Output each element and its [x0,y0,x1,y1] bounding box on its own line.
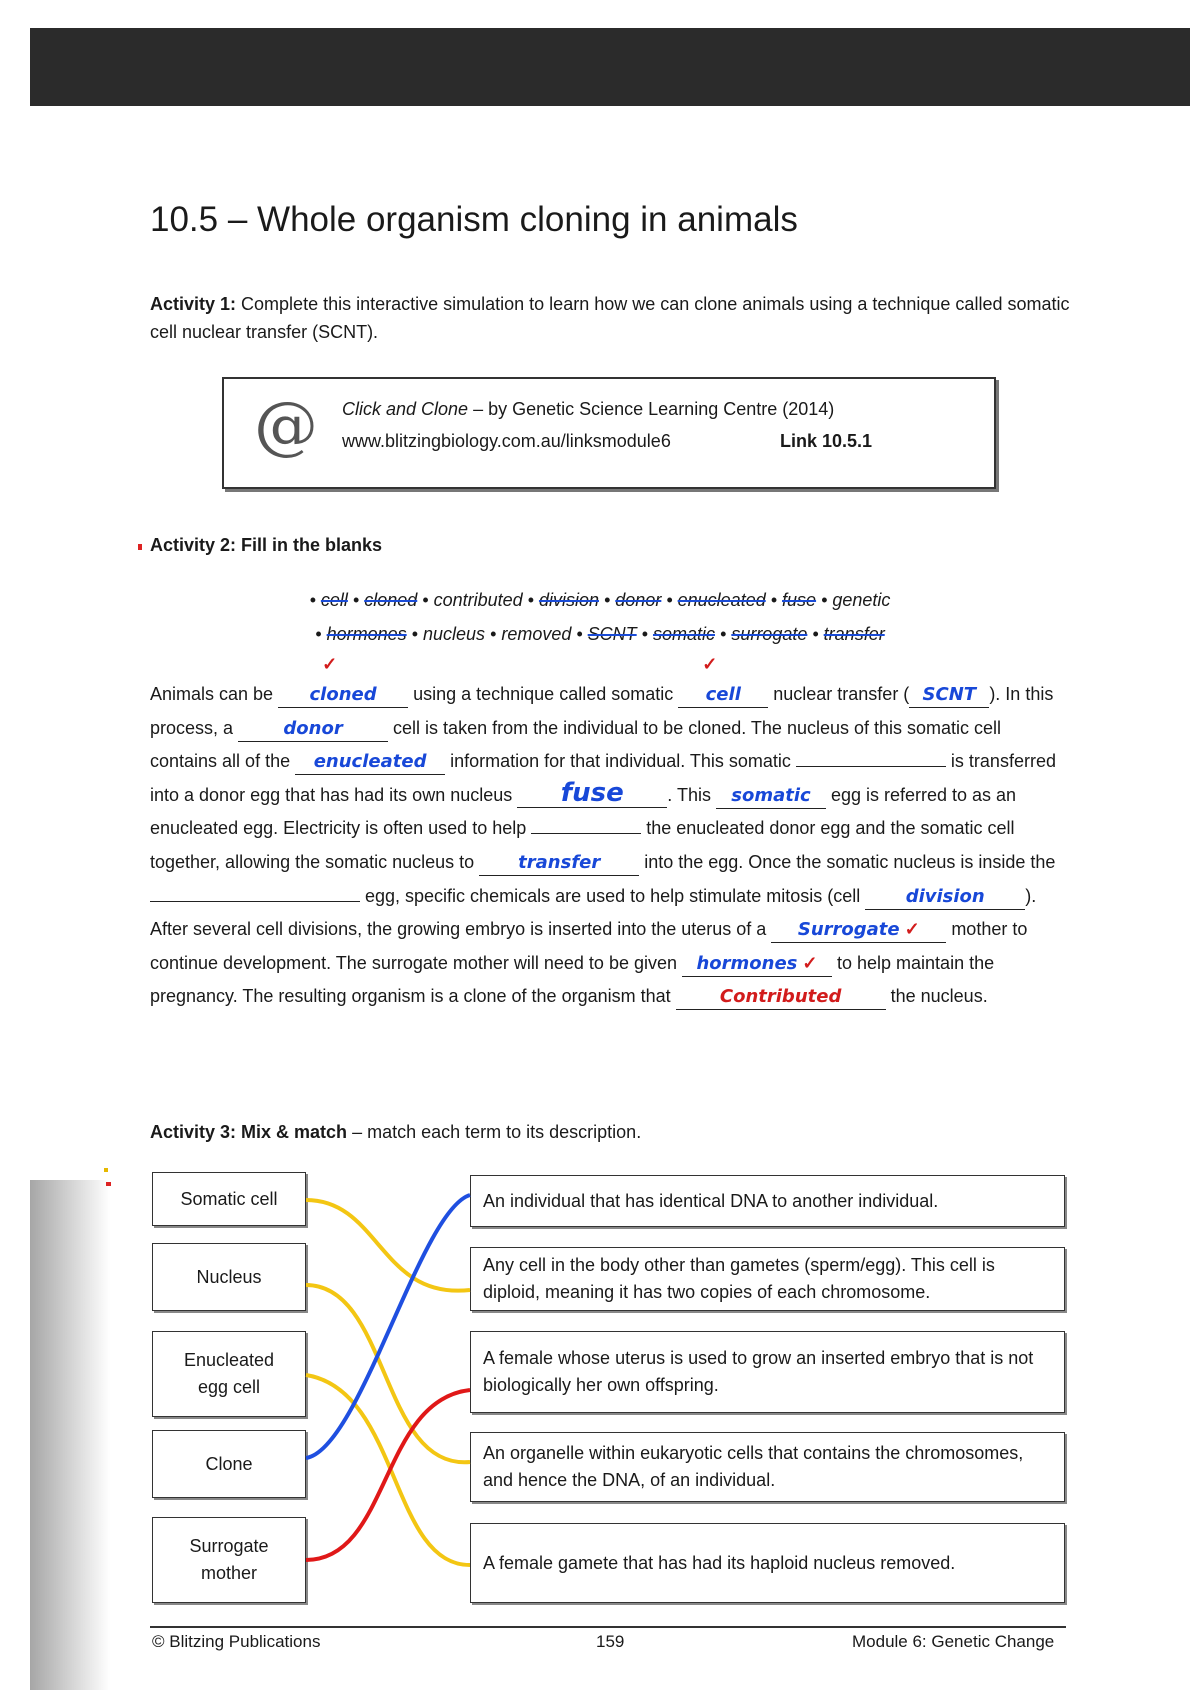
bullet: • [807,624,824,644]
activity-3-heading [150,1122,641,1143]
match-line-surrogate-mother [306,1390,470,1560]
blank-11[interactable] [150,901,360,902]
para-text: . This [667,784,716,805]
activity-2-label: Activity 2: Fill in the blanks [150,535,383,555]
match-line-clone [306,1195,470,1458]
blank-6[interactable] [796,766,946,767]
para-text: egg, specific chemicals are used to help stimulate mitosis (cell [360,885,866,906]
answer-3: SCNT [922,684,977,705]
activity-3-rest: – match each term to its description. [347,1122,642,1142]
link-url-row [342,431,873,452]
activity-1-text: Complete this interactive simulation to learn how we can clone animals using a technique called somatic cell nuclear transfer (SCNT). [150,294,1070,342]
tick-icon: ✓ [322,654,338,674]
para-text: egg is referred to as an enucleated egg. Electricity is often used to help [150,784,1017,839]
link-id: Link 10.5.1 [780,431,873,451]
term-box-clone[interactable] [152,1430,306,1498]
para-text: cell is taken from the individual to be cloned. The nucleus of this somatic cell contains all of the [150,717,1002,772]
answer-10: transfer [518,851,601,873]
scan-header-bar [30,28,1190,106]
word-bank-row-2 [200,624,1000,645]
margin-mark [106,1182,111,1186]
word-bank-word: fuse [782,590,817,610]
term-label: Enucleated egg cell [183,1350,275,1397]
word-bank-word: nucleus [422,624,486,644]
word-bank-word: contributed [433,590,523,610]
link-title [342,399,834,420]
activity-1-label: Activity 1: [150,294,237,314]
para-text: Animals can be [150,684,279,704]
para-text: using a technique called somatic [408,684,679,704]
term-label: Nucleus [196,1266,262,1287]
bullet: • [816,590,833,610]
bullet: • [636,624,653,644]
term-label: Clone [205,1453,253,1474]
word-bank-word: division [538,590,599,610]
para-text: information for that individual. This somatic [445,751,796,772]
margin-mark [104,1168,108,1172]
description-box-3[interactable] [470,1331,1065,1413]
blank-7[interactable] [517,777,667,808]
word-bank-word: surrogate [731,624,808,644]
link-title-rest: – by Genetic Science Learning Centre (2014) [468,399,835,419]
para-text: to help maintain the pregnancy. The resulting organism is a clone of the organism that [150,952,995,1007]
word-bank-word: enucleated [677,590,766,610]
bullet: • [315,624,327,644]
word-bank-word: donor [615,590,662,610]
description-box-4[interactable] [470,1432,1065,1502]
activity-3-label: Activity 3: Mix & match [150,1122,348,1142]
word-bank-word: somatic [652,624,715,644]
term-box-enucleated-egg-cell[interactable] [152,1331,306,1417]
bullet: • [485,624,502,644]
bullet: • [309,590,321,610]
word-bank-word: SCNT [587,624,637,644]
answer-1: cloned [309,684,377,705]
description-text: Any cell in the body other than gametes (sperm/egg). This cell is diploid, meaning it has two copies of each chromosome. [483,1255,995,1302]
page-title: 10.5 – Whole organism cloning in animals [150,200,798,239]
blank-4[interactable] [238,716,388,742]
margin-mark [138,544,142,550]
para-text: mother to continue development. The surrogate mother will need to be given [150,919,1028,973]
para-text: into the egg. Once the somatic nucleus is inside the [639,851,1056,872]
link-url[interactable]: www.blitzingbiology.com.au/linksmodule6 [342,431,671,451]
word-bank-word: transfer [823,624,885,644]
answer-14: hormones [696,952,798,974]
footer-publisher: © Blitzing Publications [152,1632,321,1651]
word-bank-word: removed [501,624,572,644]
match-line-enucleated-egg [306,1375,470,1565]
answer-4: donor [283,717,343,739]
word-bank-word: cloned [364,590,418,610]
description-box-5[interactable] [470,1523,1065,1603]
para-text: ). In this process, a [150,684,1054,738]
word-bank-word: hormones [326,624,407,644]
answer-7: fuse [560,777,624,808]
bullet: • [598,590,616,610]
answer-13: Surrogate [797,919,900,941]
bullet: • [765,590,783,610]
para-text: is transferred into a donor egg that has had its own nucleus [150,751,1056,805]
link-box [222,377,996,489]
blank-5[interactable] [295,749,445,775]
answer-8: somatic [731,784,811,806]
description-text: An individual that has identical DNA to another individual. [483,1190,939,1211]
answer-5: enucleated [313,751,427,773]
bullet: • [417,590,434,610]
tick-icon: ✓ [802,952,818,973]
link-title-italic: Click and Clone [342,399,469,419]
para-text: nuclear transfer ( [768,684,910,704]
footer-rule [150,1626,1066,1628]
at-sign-icon: @ [254,389,318,463]
blank-3[interactable] [909,682,989,708]
bullet: • [522,590,539,610]
description-box-1[interactable] [470,1175,1065,1227]
blank-2[interactable] [678,654,768,708]
term-box-nucleus[interactable] [152,1243,306,1311]
word-bank-word: cell [320,590,348,610]
term-box-somatic-cell[interactable] [152,1172,306,1226]
scan-edge-shadow [30,1180,110,1690]
tick-icon: ✓ [702,654,718,674]
blank-15[interactable] [676,984,886,1010]
term-label: Somatic cell [180,1188,278,1209]
bullet: • [715,624,732,644]
bullet: • [571,624,588,644]
para-text: the enucleated donor egg and the somatic cell together, allowing the somatic nucleus to [150,818,1015,872]
description-box-2[interactable] [470,1247,1065,1311]
footer-module: Module 6: Genetic Change [852,1632,1055,1651]
answer-12: division [905,885,985,907]
bullet: • [347,590,365,610]
term-box-surrogate-mother[interactable] [152,1517,306,1603]
blank-13[interactable] [771,917,946,943]
blank-10[interactable] [479,850,639,876]
para-text: the nucleus. [885,986,988,1007]
description-text: A female gamete that has had its haploid nucleus removed. [483,1552,956,1573]
blank-12[interactable] [865,884,1025,910]
blank-8[interactable] [716,783,826,809]
match-line-somatic-cell [306,1200,470,1291]
blank-1[interactable] [278,654,408,708]
bullet: • [406,624,423,644]
term-label: Surrogate mother [189,1536,269,1583]
description-text: A female whose uterus is used to grow an inserted embryo that is not biologically her own offspring. [483,1348,1034,1395]
page-number: 159 [596,1632,625,1651]
fill-in-paragraph [150,654,1070,1014]
blank-9[interactable] [531,833,641,834]
activity-1 [150,290,1070,346]
match-line-nucleus [306,1285,470,1462]
bullet: • [661,590,678,610]
para-text: ). After several cell divisions, the growing embryo is inserted into the uterus of a [150,885,1037,940]
word-bank-word: genetic [832,590,891,610]
blank-14[interactable] [682,951,832,977]
answer-2: cell [705,684,741,705]
description-text: An organelle within eukaryotic cells that contains the chromosomes, and hence the DNA, of an individual. [483,1443,1024,1490]
tick-icon: ✓ [904,919,920,940]
word-bank-row-1 [200,590,1000,611]
answer-15: Contributed [719,986,842,1008]
